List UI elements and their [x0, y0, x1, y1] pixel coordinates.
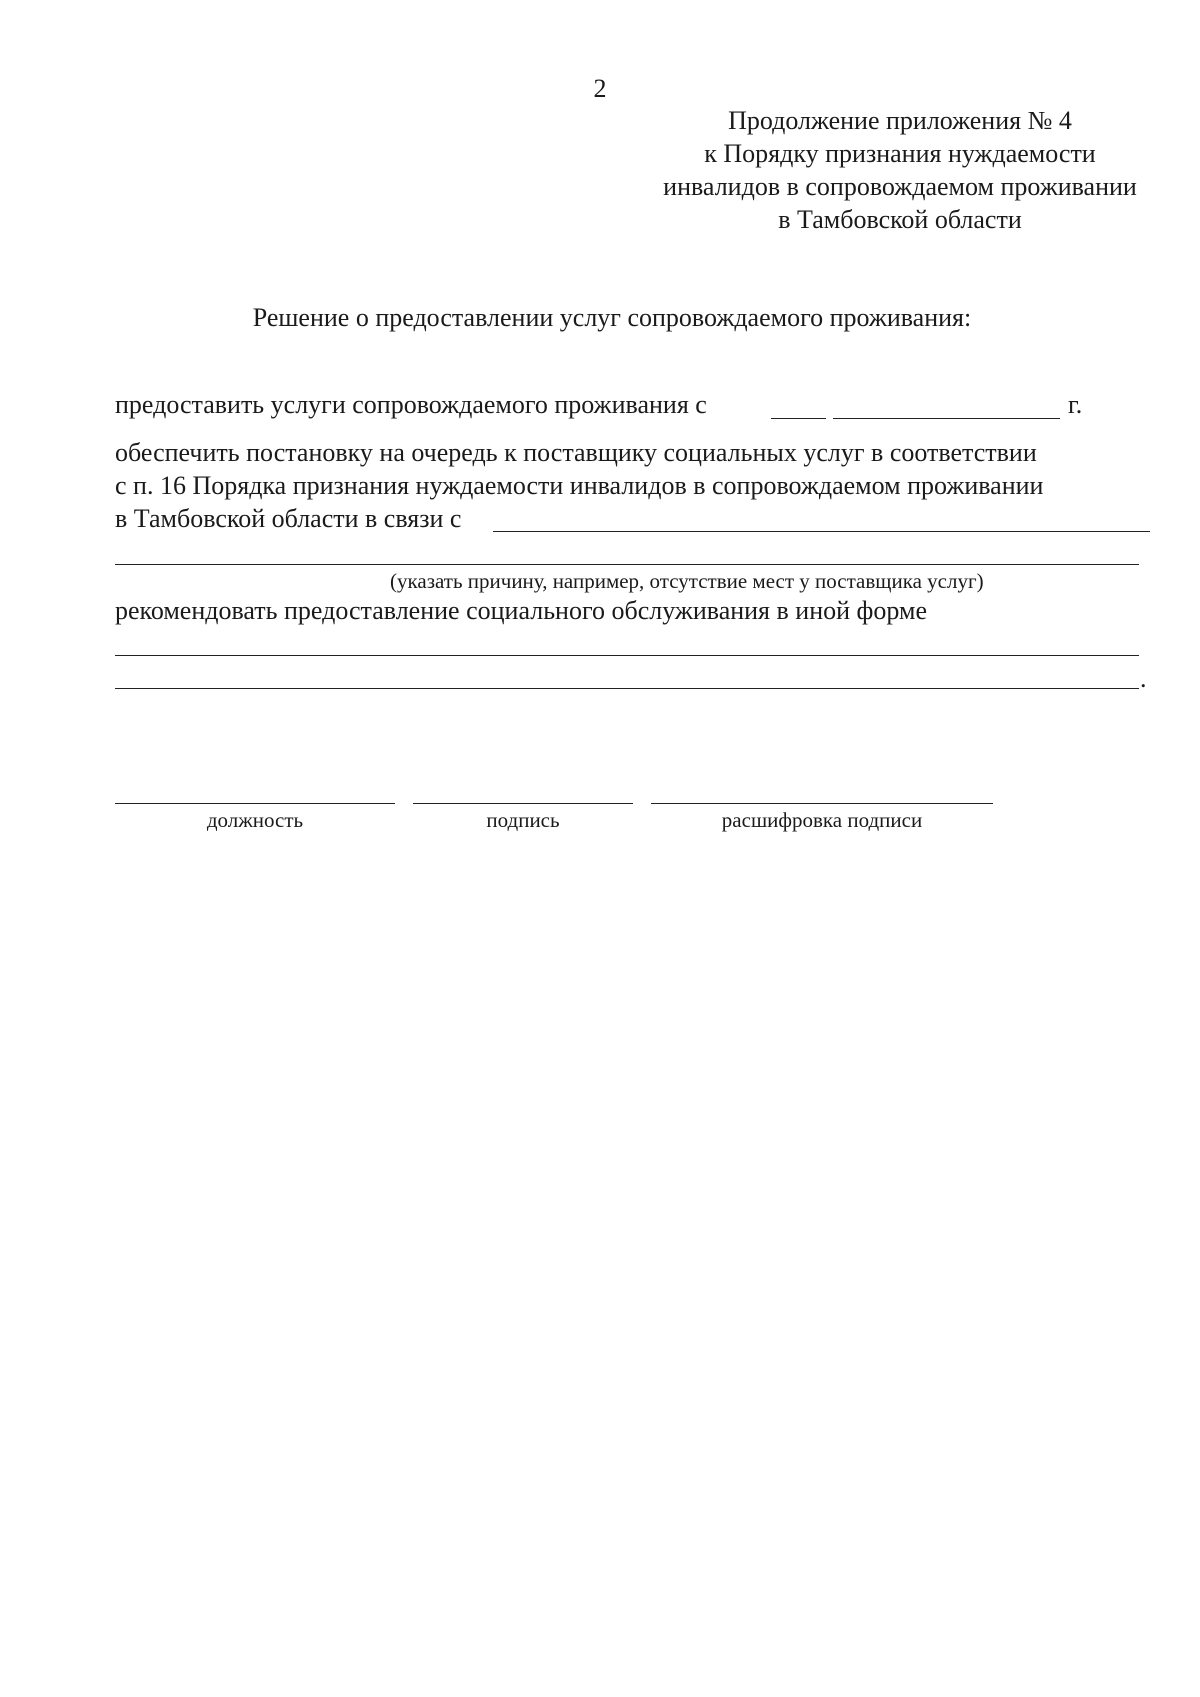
reason-field-continuation[interactable] — [115, 564, 1139, 565]
appendix-header-line: к Порядку признания нуждаемости — [704, 139, 1096, 168]
end-period: . — [1140, 664, 1147, 693]
signature-decoding-caption: расшифровка подписи — [721, 808, 923, 832]
queue-text-line: с п. 16 Порядка признания нуждаемости инвалидов в сопровождаемом проживании — [115, 471, 1044, 500]
recommend-text: рекомендовать предоставление социального обслуживания в иной форме — [115, 596, 927, 625]
recommendation-field-continuation[interactable] — [115, 688, 1139, 689]
decision-title: Решение о предоставлении услуг сопровождаемого проживания: — [252, 303, 972, 332]
signature-decoding-field[interactable] — [651, 803, 993, 804]
date-day-field[interactable] — [771, 418, 826, 419]
position-caption: должность — [206, 808, 304, 832]
signature-caption: подпись — [486, 808, 560, 832]
reason-hint: (указать причину, например, отсутствие мест у поставщика услуг) — [390, 569, 984, 593]
year-suffix: г. — [1068, 390, 1083, 419]
signature-field[interactable] — [413, 803, 633, 804]
position-field[interactable] — [115, 803, 395, 804]
appendix-header-line: инвалидов в сопровождаемом проживании — [663, 172, 1137, 201]
page-number: 2 — [593, 74, 607, 103]
appendix-header — [620, 104, 1180, 236]
queue-text-line: обеспечить постановку на очередь к поставщику социальных услуг в соответствии — [115, 438, 1037, 467]
recommendation-field[interactable] — [115, 655, 1139, 656]
appendix-header-line: в Тамбовской области — [778, 205, 1022, 234]
queue-text-line: в Тамбовской области в связи с — [115, 504, 462, 533]
provide-services-text: предоставить услуги сопровождаемого проживания с — [115, 390, 707, 419]
appendix-header-line: Продолжение приложения № 4 — [728, 106, 1072, 135]
date-month-field[interactable] — [833, 418, 1060, 419]
reason-field[interactable] — [493, 531, 1150, 532]
